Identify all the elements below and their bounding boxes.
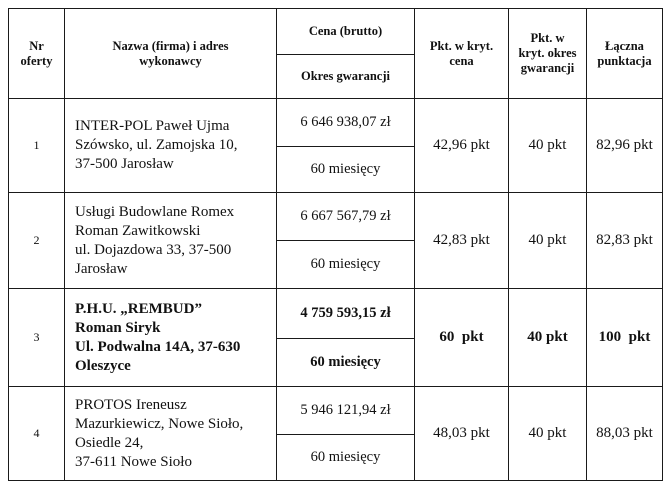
price-value: 4 759 593,15 zł <box>277 289 415 339</box>
price-value: 6 667 567,79 zł <box>277 193 415 241</box>
price-points: 48,03 pkt <box>415 387 509 481</box>
price-points: 60 pkt <box>415 289 509 387</box>
contractor-name: Usługi Budowlane Romex Roman Zawitkowski ul. Dojazdowa 33, 37-500 Jarosław <box>65 193 277 289</box>
price-value: 5 946 121,94 zł <box>277 387 415 435</box>
total-points: 82,83 pkt <box>587 193 663 289</box>
warranty-value: 60 miesięcy <box>277 241 415 289</box>
total-points: 88,03 pkt <box>587 387 663 481</box>
header-name: Nazwa (firma) i adres wykonawcy <box>65 9 277 99</box>
offer-number: 3 <box>9 289 65 387</box>
warranty-value: 60 miesięcy <box>277 147 415 193</box>
header-price: Cena (brutto) <box>277 9 415 55</box>
header-pts-price: Pkt. w kryt. cena <box>415 9 509 99</box>
header-pts-warranty: Pkt. w kryt. okres gwarancji <box>509 9 587 99</box>
warranty-value: 60 miesięcy <box>277 435 415 481</box>
warranty-points: 40 pkt <box>509 289 587 387</box>
table-row <box>9 387 663 435</box>
header-total: Łączna punktacja <box>587 9 663 99</box>
contractor-name: INTER-POL Paweł Ujma Szówsko, ul. Zamojska 10, 37-500 Jarosław <box>65 99 277 193</box>
table-row <box>9 193 663 241</box>
warranty-points: 40 pkt <box>509 193 587 289</box>
price-value: 6 646 938,07 zł <box>277 99 415 147</box>
warranty-value: 60 miesięcy <box>277 339 415 387</box>
total-points: 82,96 pkt <box>587 99 663 193</box>
warranty-points: 40 pkt <box>509 387 587 481</box>
contractor-name: P.H.U. „REMBUD” Roman Siryk Ul. Podwalna 14A, 37-630 Oleszyce <box>65 289 277 387</box>
warranty-points: 40 pkt <box>509 99 587 193</box>
header-row <box>9 9 663 55</box>
header-warranty: Okres gwarancji <box>277 55 415 99</box>
offer-number: 2 <box>9 193 65 289</box>
total-points: 100 pkt <box>587 289 663 387</box>
offer-number: 4 <box>9 387 65 481</box>
price-points: 42,96 pkt <box>415 99 509 193</box>
header-nr: Nr oferty <box>9 9 65 99</box>
offer-number: 1 <box>9 99 65 193</box>
table-row-winner <box>9 289 663 339</box>
contractor-name: PROTOS Ireneusz Mazurkiewicz, Nowe Sioło, Osiedle 24, 37-611 Nowe Sioło <box>65 387 277 481</box>
offers-table <box>8 8 663 481</box>
table-row <box>9 99 663 147</box>
price-points: 42,83 pkt <box>415 193 509 289</box>
